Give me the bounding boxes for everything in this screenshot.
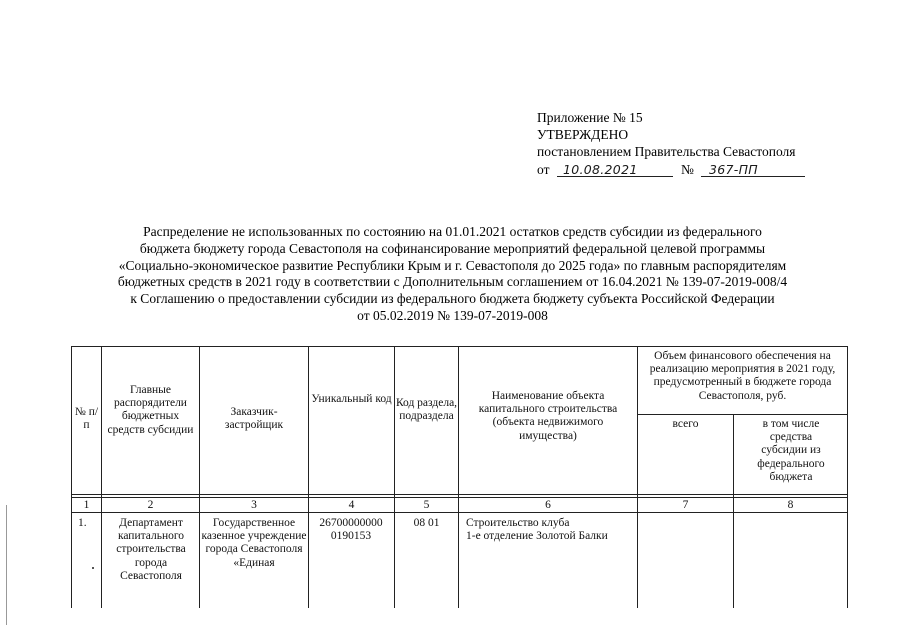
title-line: бюджетных средств в 2021 году в соответствии с Дополнительным соглашением от 16.04.2021 № 139-07-2019-008/4 <box>117 274 788 290</box>
col-border <box>458 346 459 608</box>
handwritten-number: 367-ПП <box>709 162 758 177</box>
header-incl-federal: в том числе средства субсидии из федерального бюджета <box>757 418 825 483</box>
row-section-code: 08 01 <box>413 517 440 529</box>
column-number: 3 <box>251 499 257 511</box>
header-bottom-line <box>71 494 847 495</box>
row-distributor: Департамент капитального строительства города Севастополя <box>116 517 186 582</box>
decree-date-number-row <box>537 161 796 179</box>
column-number: 2 <box>147 499 154 511</box>
header-funding-group: Объем финансового обеспечения на реализацию мероприятия в 2021 году, предусмотренный в бюджете города Севастополя, руб. <box>649 350 836 402</box>
column-number: 8 <box>787 499 794 511</box>
title-line: Распределение не использованных по состоянию на 01.01.2021 остатков средств субсидии из федерального <box>143 224 762 239</box>
col-border <box>637 346 638 608</box>
header-num: № п/п <box>74 406 99 432</box>
scan-speck <box>92 567 94 569</box>
from-label: от <box>537 162 550 177</box>
subheader-divider <box>637 414 847 415</box>
row-object-name <box>466 517 636 543</box>
col-border <box>71 346 72 608</box>
document-title <box>60 224 845 325</box>
row-object-name-line1: Строительство клуба <box>466 517 570 529</box>
col-border <box>308 346 309 608</box>
number-label: № <box>681 162 694 177</box>
row-unique-code: 26700000000 0190153 <box>319 517 383 543</box>
scan-edge-mark <box>6 505 7 625</box>
header-main-distributors: Главные распорядители бюджетных средств субсидии <box>107 384 194 436</box>
decree-issuer: постановлением Правительства Севастополя <box>537 144 796 159</box>
approved-label: УТВЕРЖДЕНО <box>537 127 629 142</box>
column-number: 4 <box>348 499 355 511</box>
row-num: 1. <box>78 517 87 529</box>
column-number: 6 <box>545 499 551 511</box>
title-line: бюджета бюджету города Севастополя на софинансирование мероприятий федеральной целевой программы <box>139 240 766 256</box>
header-section-code: Код раздела, подраздела <box>395 397 458 423</box>
table-border-top <box>71 346 847 347</box>
header-bottom-line-double <box>71 497 847 498</box>
header-customer: Заказчик-застройщик <box>224 406 284 432</box>
approval-block <box>537 109 796 179</box>
header-unique-code: Уникальный код <box>311 393 392 405</box>
title-line: от 05.02.2019 № 139-07-2019-008 <box>357 307 548 323</box>
column-number: 1 <box>83 499 90 511</box>
column-number: 5 <box>423 499 430 511</box>
title-line: к Соглашению о предоставлении субсидии из федерального бюджета бюджету субъекта Российской Федерации <box>130 291 775 307</box>
row-customer: Государственное казенное учреждение города Севастополя «Единая <box>201 517 307 569</box>
appendix-number: Приложение № 15 <box>537 110 643 125</box>
col-border <box>847 346 848 608</box>
header-object-name: Наименование объекта капитального строительства (объекта недвижимого имущества) <box>478 390 618 442</box>
header-total: всего <box>672 418 699 430</box>
handwritten-date: 10.08.2021 <box>563 162 638 177</box>
col-border <box>199 346 200 608</box>
title-line: «Социально-экономическое развитие Республики Крым и г. Севастополя до 2025 года» по главным распорядителям <box>118 257 787 273</box>
row-object-name-line2: 1-е отделение Золотой Балки <box>466 530 608 543</box>
col-border <box>394 346 395 608</box>
column-number: 7 <box>682 499 689 511</box>
